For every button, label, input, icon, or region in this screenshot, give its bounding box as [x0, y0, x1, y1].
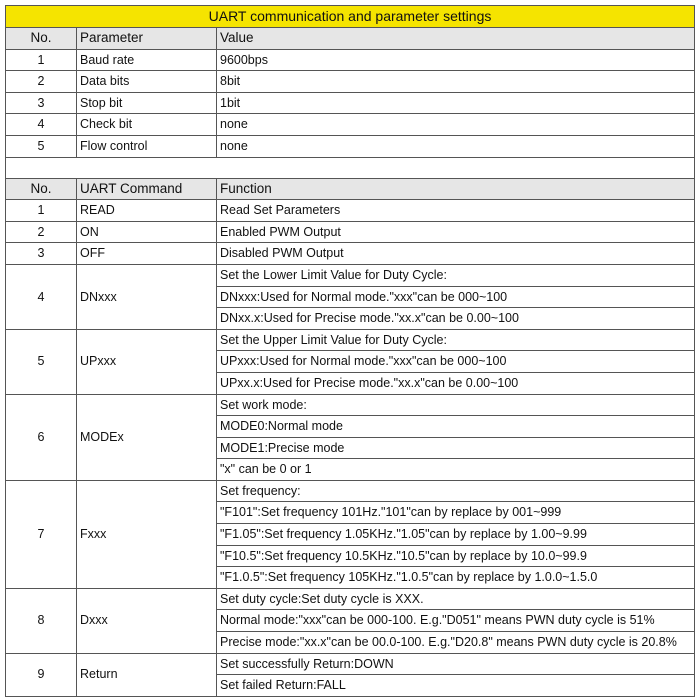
command-name: Dxxx	[77, 588, 217, 653]
command-row	[6, 243, 695, 265]
param-no: 2	[6, 71, 77, 93]
param-value: none	[217, 135, 695, 157]
param-no: 3	[6, 92, 77, 114]
command-function-line: Set failed Return:FALL	[217, 675, 695, 697]
command-row	[6, 329, 695, 351]
command-no: 9	[6, 653, 77, 696]
command-name: Fxxx	[77, 480, 217, 588]
command-row	[6, 394, 695, 416]
command-no: 8	[6, 588, 77, 653]
command-function-line: Set the Upper Limit Value for Duty Cycle:	[217, 329, 695, 351]
command-function-line: Precise mode:"xx.x"can be 00.0-100. E.g."D20.8" means PWN duty cycle is 20.8%	[217, 632, 695, 654]
header-parameter: Parameter	[77, 28, 217, 50]
header-function: Function	[217, 178, 695, 200]
header-no: No.	[6, 28, 77, 50]
spacer-cell	[6, 157, 695, 178]
param-name: Baud rate	[77, 49, 217, 71]
command-name: ON	[77, 221, 217, 243]
header-no: No.	[6, 178, 77, 200]
param-name: Stop bit	[77, 92, 217, 114]
param-name: Data bits	[77, 71, 217, 93]
param-value: 8bit	[217, 71, 695, 93]
param-no: 1	[6, 49, 77, 71]
command-function-line: "x" can be 0 or 1	[217, 459, 695, 481]
command-function-line: "F1.0.5":Set frequency 105KHz."1.0.5"can by replace by 1.0.0~1.5.0	[217, 567, 695, 589]
command-row	[6, 221, 695, 243]
command-name: OFF	[77, 243, 217, 265]
command-function-line: UPxxx:Used for Normal mode."xxx"can be 000~100	[217, 351, 695, 373]
params-header-row	[6, 28, 695, 50]
command-no: 1	[6, 200, 77, 222]
command-name: DNxxx	[77, 264, 217, 329]
header-value: Value	[217, 28, 695, 50]
command-function-line: Set work mode:	[217, 394, 695, 416]
command-no: 5	[6, 329, 77, 394]
command-row	[6, 653, 695, 675]
command-function-line: Disabled PWM Output	[217, 243, 695, 265]
command-name: READ	[77, 200, 217, 222]
command-no: 2	[6, 221, 77, 243]
param-name: Check bit	[77, 114, 217, 136]
param-row	[6, 71, 695, 93]
command-function-line: "F10.5":Set frequency 10.5KHz."10.5"can by replace by 10.0~99.9	[217, 545, 695, 567]
param-no: 4	[6, 114, 77, 136]
command-row	[6, 200, 695, 222]
param-value: none	[217, 114, 695, 136]
command-name: Return	[77, 653, 217, 696]
command-function-line: MODE0:Normal mode	[217, 416, 695, 438]
param-row	[6, 49, 695, 71]
command-function-line: DNxx.x:Used for Precise mode."xx.x"can be 0.00~100	[217, 308, 695, 330]
section-spacer	[6, 157, 695, 178]
param-no: 5	[6, 135, 77, 157]
command-no: 3	[6, 243, 77, 265]
header-uart-command: UART Command	[77, 178, 217, 200]
command-name: MODEx	[77, 394, 217, 480]
param-row	[6, 114, 695, 136]
uart-settings-document	[5, 5, 694, 697]
table-title: UART communication and parameter settings	[6, 6, 695, 28]
command-row	[6, 264, 695, 286]
command-row	[6, 588, 695, 610]
param-value: 9600bps	[217, 49, 695, 71]
command-function-line: Set successfully Return:DOWN	[217, 653, 695, 675]
param-row	[6, 135, 695, 157]
command-no: 6	[6, 394, 77, 480]
command-no: 7	[6, 480, 77, 588]
command-function-line: MODE1:Precise mode	[217, 437, 695, 459]
command-function-line: Set duty cycle:Set duty cycle is XXX.	[217, 588, 695, 610]
param-value: 1bit	[217, 92, 695, 114]
command-function-line: "F1.05":Set frequency 1.05KHz."1.05"can by replace by 1.00~9.99	[217, 524, 695, 546]
command-function-line: UPxx.x:Used for Precise mode."xx.x"can be 0.00~100	[217, 372, 695, 394]
command-no: 4	[6, 264, 77, 329]
command-function-line: Enabled PWM Output	[217, 221, 695, 243]
commands-header-row	[6, 178, 695, 200]
command-function-line: Set the Lower Limit Value for Duty Cycle:	[217, 264, 695, 286]
command-name: UPxxx	[77, 329, 217, 394]
uart-table	[5, 5, 695, 697]
param-name: Flow control	[77, 135, 217, 157]
command-function-line: Read Set Parameters	[217, 200, 695, 222]
param-row	[6, 92, 695, 114]
table-title-row	[6, 6, 695, 28]
command-function-line: DNxxx:Used for Normal mode."xxx"can be 000~100	[217, 286, 695, 308]
command-function-line: Normal mode:"xxx"can be 000-100. E.g."D051" means PWN duty cycle is 51%	[217, 610, 695, 632]
command-function-line: "F101":Set frequency 101Hz."101"can by replace by 001~999	[217, 502, 695, 524]
command-function-line: Set frequency:	[217, 480, 695, 502]
command-row	[6, 480, 695, 502]
